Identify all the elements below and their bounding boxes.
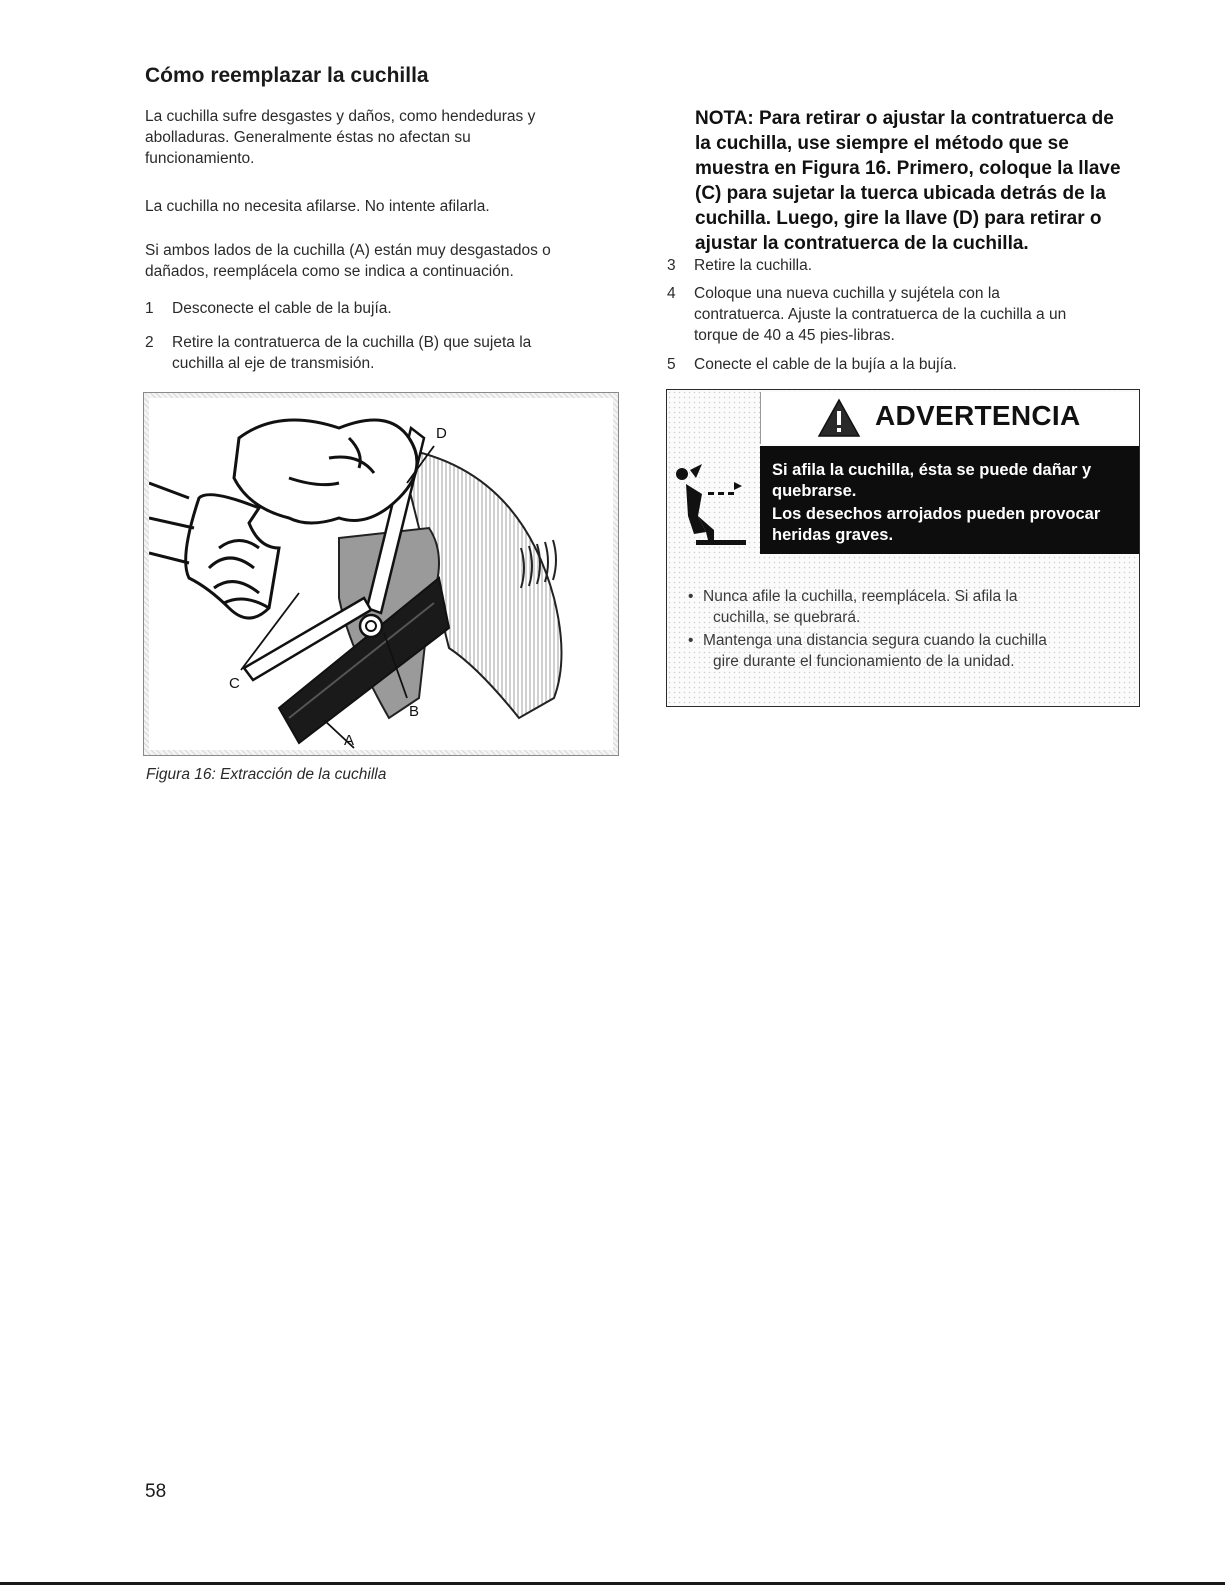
step-item <box>667 354 1137 375</box>
note-line: muestra en Figura 16. Primero, coloque la llave <box>695 158 1121 179</box>
hazard-line: Los desechos arrojados pueden provocar <box>772 505 1101 523</box>
bullet-text: Mantenga una distancia segura cuando la cuchilla <box>703 632 1047 649</box>
bullet-text: Nunca afile la cuchilla, reemplácela. Si afila la <box>703 588 1018 605</box>
hazard-message-1 <box>772 460 1091 502</box>
figure-blade-removal <box>143 392 619 756</box>
text-line: Si ambos lados de la cuchilla (A) están muy desgastados o <box>145 242 551 259</box>
paragraph-replace <box>145 240 615 282</box>
step-item <box>667 283 1137 346</box>
text-line: abolladuras. Generalmente éstas no afectan su <box>145 129 471 146</box>
warning-bullet <box>688 630 1128 672</box>
step-text: cuchilla al eje de transmisión. <box>172 355 375 372</box>
blade-removal-illustration <box>149 398 613 750</box>
step-number: 4 <box>667 285 676 302</box>
hazard-message-2 <box>772 504 1100 546</box>
figure-label-b: B <box>409 703 420 720</box>
step-number: 1 <box>145 300 154 317</box>
text-line: La cuchilla no necesita afilarse. No intente afilarla. <box>145 198 490 215</box>
warning-header <box>760 392 1139 444</box>
hazard-message-panel <box>760 446 1139 554</box>
step-text: torque de 40 a 45 pies-libras. <box>694 327 895 344</box>
bullet-text: gire durante el funcionamiento de la unidad. <box>713 653 1015 670</box>
hazard-line: heridas graves. <box>772 526 894 544</box>
section-title: Cómo reemplazar la cuchilla <box>145 64 429 87</box>
thrown-object-hazard-icon <box>672 460 756 548</box>
step-item <box>667 255 1137 276</box>
step-text: Retire la contratuerca de la cuchilla (B) que sujeta la <box>172 334 532 351</box>
text-line: funcionamiento. <box>145 150 255 167</box>
page-number: 58 <box>145 1481 167 1502</box>
note-line: ajustar la contratuerca de la cuchilla. <box>695 233 1029 254</box>
paragraph-wear <box>145 106 615 169</box>
warning-title: ADVERTENCIA <box>875 400 1081 431</box>
bullet-marker: • <box>688 632 694 649</box>
hazard-line: quebrarse. <box>772 482 857 500</box>
note-line: la cuchilla, use siempre el método que se <box>695 133 1069 154</box>
note-line: NOTA: Para retirar o ajustar la contratuerca de <box>695 108 1114 129</box>
step-text: contratuerca. Ajuste la contratuerca de la cuchilla a un <box>694 306 1067 323</box>
figure-label-d: D <box>436 425 447 442</box>
text-line: dañados, reemplácela como se indica a continuación. <box>145 263 514 280</box>
step-text: Coloque una nueva cuchilla y sujétela con la <box>694 285 1000 302</box>
paragraph-no-sharpen <box>145 196 615 217</box>
step-number: 2 <box>145 334 154 351</box>
step-item <box>145 298 615 319</box>
hazard-line: Si afila la cuchilla, ésta se puede dañar y <box>772 461 1092 479</box>
text-line: La cuchilla sufre desgastes y daños, como hendeduras y <box>145 108 536 125</box>
step-number: 5 <box>667 356 676 373</box>
figure-label-a: A <box>344 732 355 749</box>
step-text: Conecte el cable de la bujía a la bujía. <box>694 356 957 373</box>
figure-label-c: C <box>229 675 240 692</box>
bullet-marker: • <box>688 588 694 605</box>
figure-canvas <box>149 398 613 750</box>
warning-bullet <box>688 586 1128 628</box>
note-line: cuchilla. Luego, gire la llave (D) para retirar o <box>695 208 1102 229</box>
bullet-text: cuchilla, se quebrará. <box>713 609 861 626</box>
step-item <box>145 332 615 374</box>
step-text: Desconecte el cable de la bujía. <box>172 300 392 317</box>
warning-triangle-icon <box>817 398 861 438</box>
note-line: (C) para sujetar la tuerca ubicada detrás de la <box>695 183 1106 204</box>
glove-upper-hand <box>234 420 417 523</box>
blade-nut <box>360 615 382 637</box>
step-number: 3 <box>667 257 676 274</box>
note-block <box>695 106 1145 256</box>
figure-caption: Figura 16: Extracción de la cuchilla <box>146 766 387 783</box>
step-text: Retire la cuchilla. <box>694 257 813 274</box>
